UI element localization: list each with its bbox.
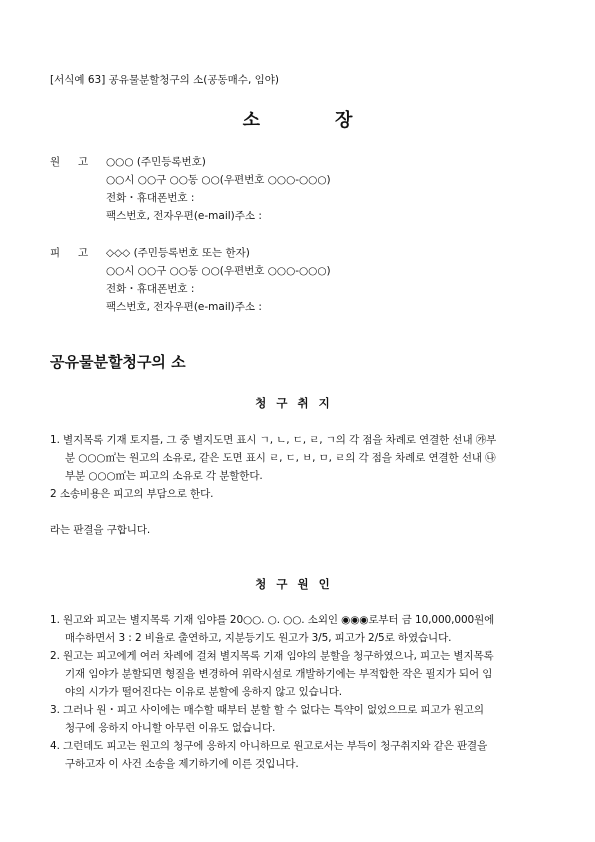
claim-cause-line: 4. 그런데도 피고는 원고의 청구에 응하지 아니하므로 원고로서는 부득이 청구취지와 같은 판결을 xyxy=(50,740,488,752)
case-name: 공유물분할청구의 소 xyxy=(50,353,186,371)
claim-cause-line: 기재 임야가 분할되면 형질을 변경하여 위락시설로 개발하기에는 부적합한 작은 필지가 되어 임 xyxy=(65,668,493,680)
defendant-fax-line: 팩스번호, 전자우편(e-mail)주소 : xyxy=(106,301,262,313)
claim-cause-heading: 청구원인 xyxy=(255,577,340,591)
plaintiff-name-line: ○○○ (주민등록번호) xyxy=(106,156,206,168)
claim-purpose-line: 1. 별지목록 기재 토지를, 그 중 별지도면 표시 ㄱ, ㄴ, ㄷ, ㄹ, ㄱ의 각 점을 차례로 연결한 선내 ㉮부 xyxy=(50,434,497,446)
claim-cause-line: 야의 시가가 떨어진다는 이유로 분할에 응하지 않고 있습니다. xyxy=(65,686,342,698)
defendant-role-1: 피 xyxy=(50,247,61,259)
claim-purpose-line: 부분 ○○○㎡는 피고의 소유로 각 분할한다. xyxy=(65,470,263,482)
claim-cause-line: 구하고자 이 사건 소송을 제기하기에 이른 것입니다. xyxy=(65,758,299,770)
claim-cause-line: 1. 원고와 피고는 별지목록 기재 임야를 20○○. ○. ○○. 소외인 ◉◉◉로부터 금 10,000,000원에 xyxy=(50,614,495,626)
judgment-request-line: 라는 판결을 구합니다. xyxy=(50,524,151,536)
plaintiff-role-1: 원 xyxy=(50,156,61,168)
document-title-left: 소 xyxy=(242,110,260,131)
plaintiff-phone-line: 전화・휴대폰번호 : xyxy=(106,192,195,204)
defendant-address-line: ○○시 ○○구 ○○동 ○○(우편번호 ○○○-○○○) xyxy=(106,265,331,277)
claim-purpose-line: 분 ○○○㎡는 원고의 소유로, 같은 도면 표시 ㄹ, ㄷ, ㅂ, ㅁ, ㄹ의 각 점을 차례로 연결한 선내 ㉯ xyxy=(65,452,496,464)
plaintiff-role-2: 고 xyxy=(78,156,89,168)
defendant-phone-line: 전화・휴대폰번호 : xyxy=(106,283,195,295)
defendant-role-2: 고 xyxy=(78,247,89,259)
document-title xyxy=(0,106,595,132)
form-label: [서식예 63] 공유물분할청구의 소(공동매수, 임야) xyxy=(50,74,280,86)
plaintiff-address-line: ○○시 ○○구 ○○동 ○○(우편번호 ○○○-○○○) xyxy=(106,174,331,186)
claim-cause-line: 청구에 응하지 아니할 아무런 이유도 없습니다. xyxy=(65,722,276,734)
defendant-name-line: ◇◇◇ (주민등록번호 또는 한자) xyxy=(106,247,250,259)
claim-cause-line: 3. 그러나 원・피고 사이에는 매수할 때부터 분할 할 수 없다는 특약이 없었으므로 피고가 원고의 xyxy=(50,704,484,716)
plaintiff-fax-line: 팩스번호, 전자우편(e-mail)주소 : xyxy=(106,210,262,222)
claim-cause-line: 2. 원고는 피고에게 여러 차례에 걸쳐 별지목록 기재 임야의 분할을 청구하였으나, 피고는 별지목록 xyxy=(50,650,494,662)
claim-cause-line: 매수하면서 3 : 2 비율로 출연하고, 지분등기도 원고가 3/5, 피고가 2/5로 하였습니다. xyxy=(65,632,452,644)
document-title-right: 장 xyxy=(335,110,353,131)
claim-purpose-heading: 청구취지 xyxy=(255,396,340,410)
claim-purpose-line: 2 소송비용은 피고의 부담으로 한다. xyxy=(50,488,214,500)
